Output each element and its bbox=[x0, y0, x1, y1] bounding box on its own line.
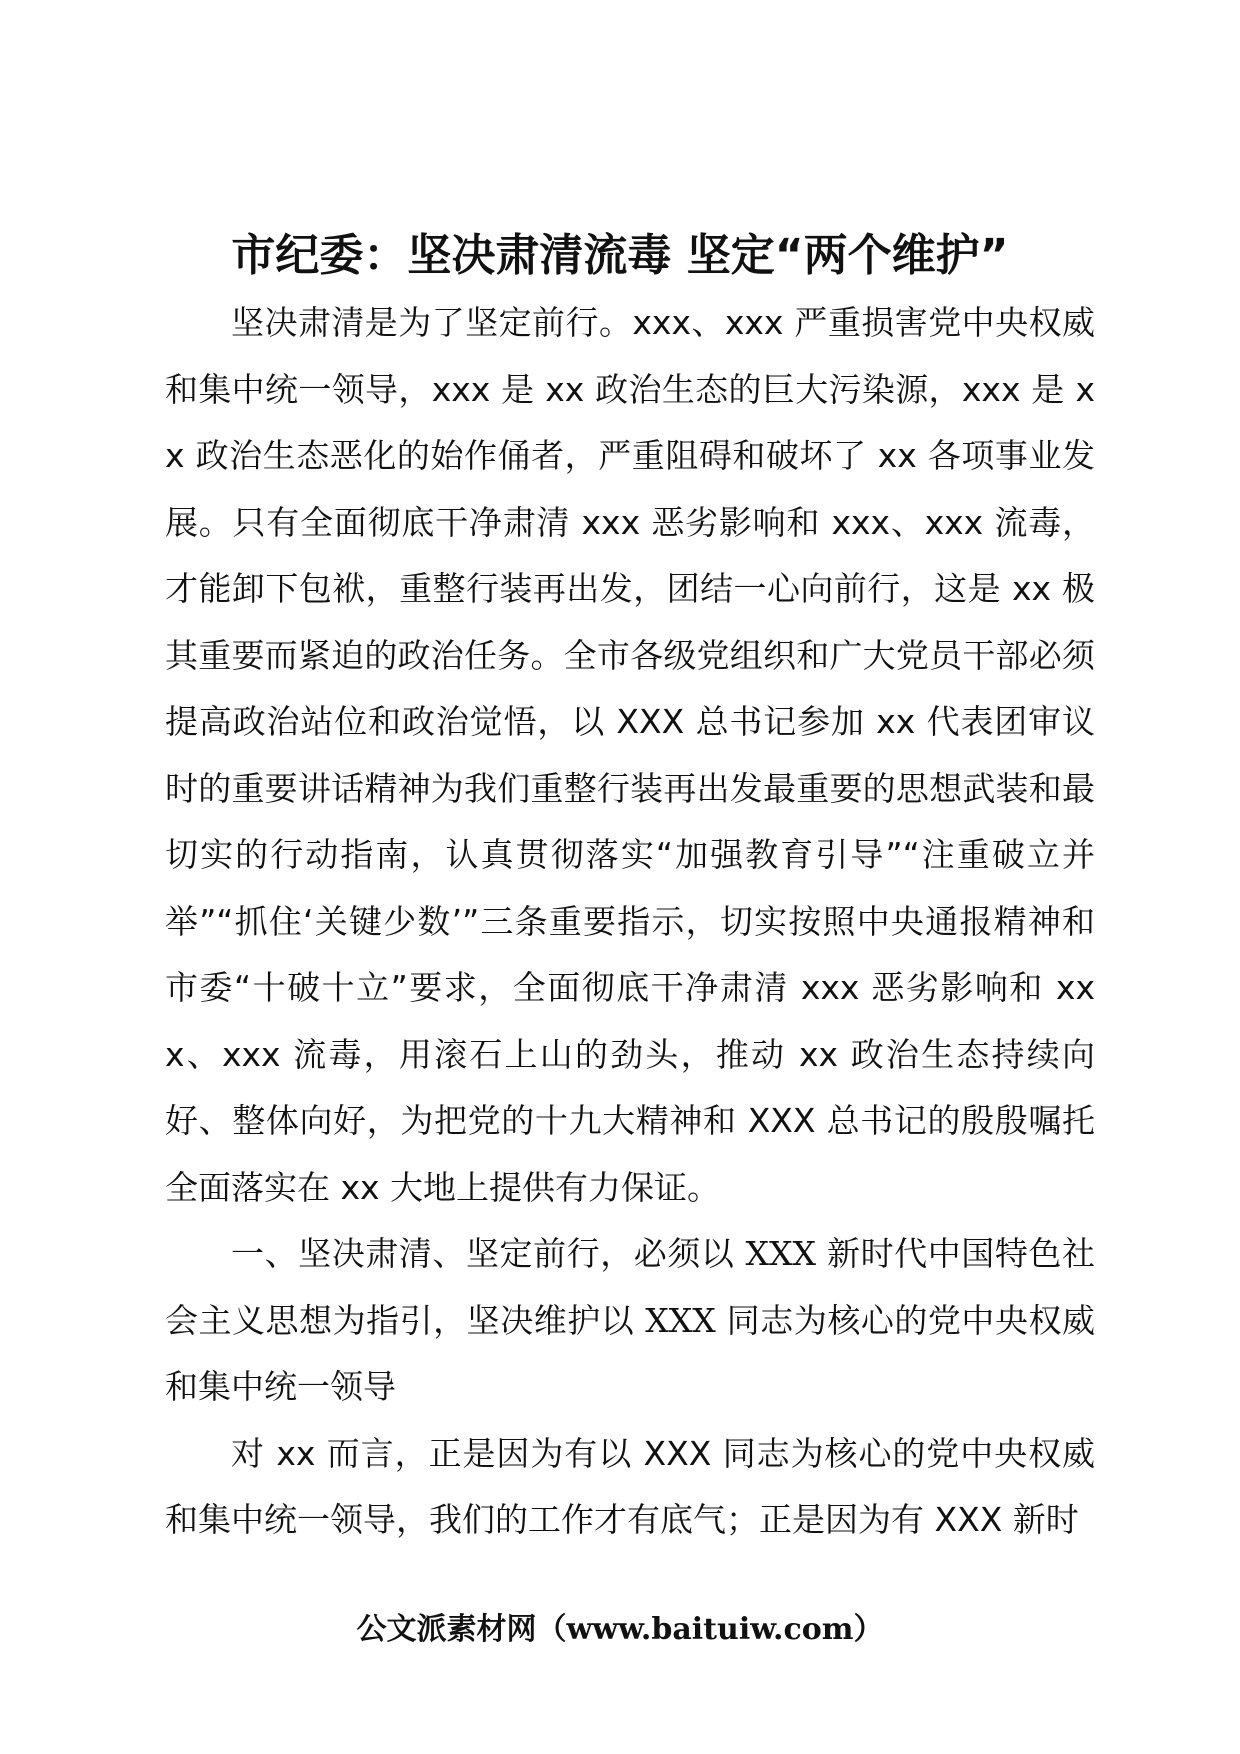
section-heading-1: 一、坚决肃清、坚定前行，必须以 XXX 新时代中国特色社会主义思想为指引，坚决维护以 XXX 同志为核心的党中央权威和集中统一领导 bbox=[165, 1234, 1095, 1406]
document-body bbox=[165, 290, 1095, 1554]
paragraph-section-1: 对 xx 而言，正是因为有以 XXX 同志为核心的党中央权威和集中统一领导，我们的工作才有底气；正是因为有 XXX 新时 bbox=[165, 1433, 1095, 1539]
footer-watermark: 公文派素材网（www.baituiw.com） bbox=[356, 1612, 884, 1647]
paragraph-intro: 坚决肃清是为了坚定前行。xxx、xxx 严重损害党中央权威和集中统一领导，xxx 是 xx 政治生态的巨大污染源，xxx 是 xx 政治生态恶化的始作俑者，严重阻碍和破坏了 xx 各项事业发展。只有全面彻底干净肃清 xxx 恶劣影响和 xxx、xxx 流毒，才能卸下包袱，重整行装再出发，团结一心向前行，这是 xx 极其重要而紧迫的政治任务。全市各级党组织和广大党员干部必须提高政治站位和政治觉悟，以 XXX 总书记参加 xx 代表团审议时的重要讲话精神为我们重整行装再出发最重要的思想武装和最切实的行动指南，认真贯彻落实“加强教育引导”“注重破立并举”“抓住‘关键少数’”三条重要指示，切实按照中央通报精神和市委“十破十立”要求，全面彻底干净肃清 xxx 恶劣影响和 xxx、xxx 流毒，用滚石上山的劲头，推动 xx 政治生态持续向好、整体向好，为把党的十九大精神和 XXX 总书记的殷殷嘱托全面落实在 xx 大地上提供有力保证。 bbox=[165, 303, 1095, 1207]
document-title: 市纪委：坚决肃清流毒 坚定“两个维护” bbox=[231, 230, 1009, 282]
